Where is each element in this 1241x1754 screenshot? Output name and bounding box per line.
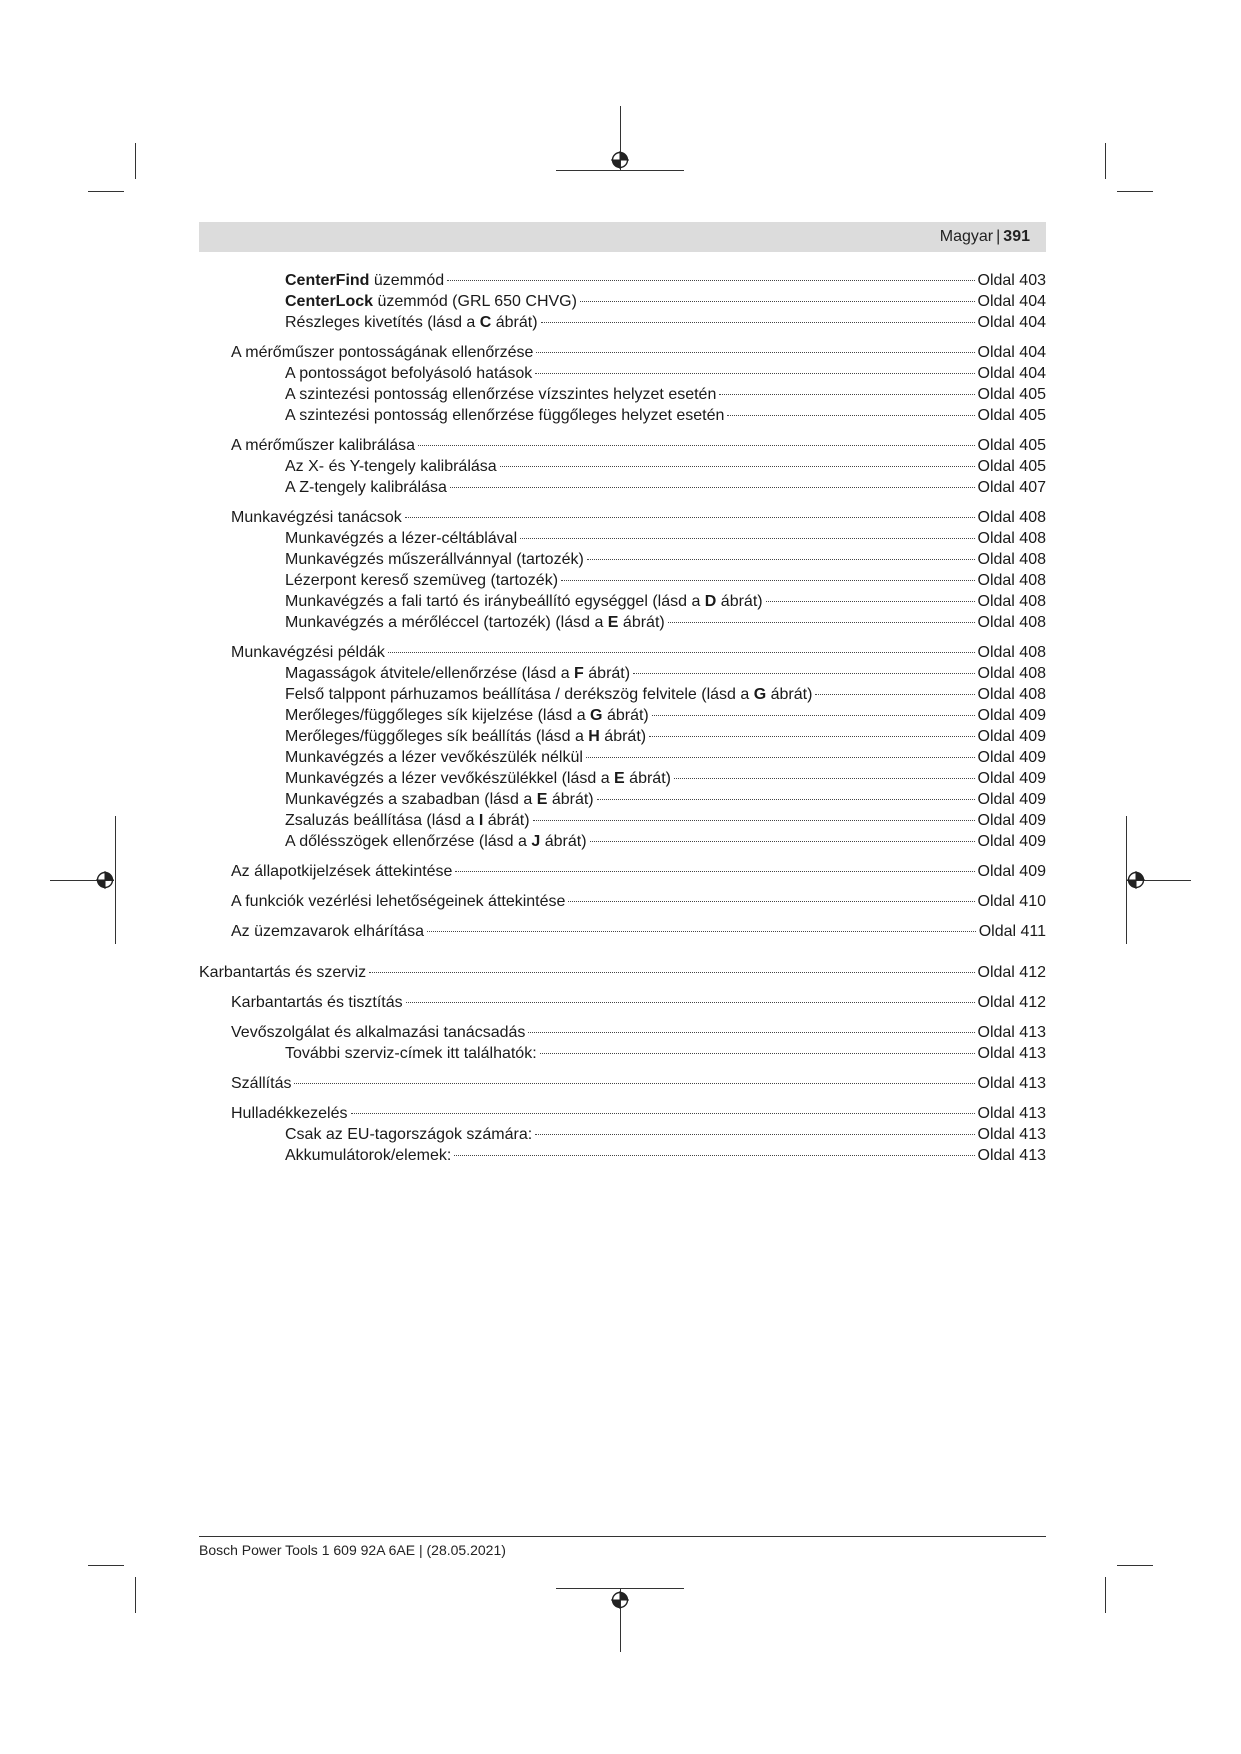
toc-entry[interactable]	[231, 642, 1046, 663]
toc-leader-dots	[652, 715, 975, 716]
toc-entry-page: Oldal 409	[977, 707, 1046, 724]
toc-entry-title-text: Karbantartás és tisztítás	[231, 994, 403, 1011]
toc-entry[interactable]	[285, 747, 1046, 768]
toc-leader-dots	[406, 1002, 975, 1003]
toc-entry[interactable]	[285, 549, 1046, 570]
toc-entry-title	[231, 1103, 348, 1124]
toc-entry-title-text: Munkavégzés a fali tartó és iránybeállító egységgel (lásd a	[285, 593, 705, 610]
registration-target-icon	[96, 871, 114, 889]
toc-leader-dots	[766, 601, 975, 602]
toc-entry-title-text: ábrát)	[618, 614, 665, 631]
toc-entry-title-text: üzemmód (GRL 650 CHVG)	[373, 293, 577, 310]
toc-entry-page: Oldal 404	[977, 314, 1046, 331]
toc-entry-page: Oldal 408	[977, 614, 1046, 631]
header-language: Magyar	[939, 228, 994, 245]
toc-entry-page: Oldal 403	[977, 272, 1046, 289]
toc-leader-dots	[649, 736, 974, 737]
toc-entry-title	[285, 747, 583, 768]
crop-mark	[88, 191, 124, 192]
toc-leader-dots	[454, 1155, 974, 1156]
toc-entry-page: Oldal 405	[977, 437, 1046, 454]
toc-entry-title	[231, 642, 385, 663]
crop-mark	[88, 1565, 124, 1566]
toc-entry[interactable]	[285, 789, 1046, 810]
toc-entry-title-text: A szintezési pontosság ellenőrzése függőleges helyzet esetén	[285, 407, 725, 424]
toc-entry-page: Oldal 408	[977, 551, 1046, 568]
toc-entry-title	[285, 291, 577, 312]
toc-leader-dots	[294, 1083, 974, 1084]
registration-line	[115, 816, 116, 944]
toc-entry-title	[285, 831, 587, 852]
page-number: 391	[1003, 228, 1030, 245]
toc-entry-title	[285, 612, 665, 633]
toc-entry[interactable]	[285, 405, 1046, 426]
toc-entry-title	[285, 528, 517, 549]
toc-entry[interactable]	[285, 528, 1046, 549]
toc-entry-title	[285, 810, 530, 831]
toc-entry[interactable]	[285, 663, 1046, 684]
toc-entry[interactable]	[285, 312, 1046, 333]
toc-entry-title-text: A mérőműszer pontosságának ellenőrzése	[231, 344, 534, 361]
toc-entry-title-text: Munkavégzés a mérőléccel (tartozék) (lásd a	[285, 614, 608, 631]
toc-leader-dots	[540, 1053, 975, 1054]
registration-target-icon	[611, 1591, 629, 1609]
toc-entry-title-text: Vevőszolgálat és alkalmazási tanácsadás	[231, 1024, 526, 1041]
toc-entry-page: Oldal 409	[977, 749, 1046, 766]
crop-mark	[1105, 143, 1106, 179]
toc-entry-page: Oldal 413	[977, 1147, 1046, 1164]
registration-target-icon	[611, 151, 629, 169]
toc-entry-title-text: Szállítás	[231, 1075, 292, 1092]
toc-entry-page: Oldal 405	[977, 386, 1046, 403]
crop-mark	[1117, 1565, 1153, 1566]
toc-entry-page: Oldal 409	[977, 863, 1046, 880]
footer-rule	[199, 1536, 1046, 1537]
toc-leader-dots	[586, 757, 975, 758]
toc-entry-page: Oldal 411	[978, 923, 1046, 940]
toc-leader-dots	[633, 673, 974, 674]
toc-entry-title	[199, 962, 366, 983]
toc-entry-title	[285, 312, 538, 333]
toc-entry-title	[285, 270, 444, 291]
toc-entry-title-text: Munkavégzés a lézer vevőkészülék nélkül	[285, 749, 583, 766]
toc-entry-title-text: Felső talppont párhuzamos beállítása / derékszög felvitele (lásd a	[285, 686, 754, 703]
toc-entry[interactable]	[285, 684, 1046, 705]
toc-entry[interactable]	[285, 1043, 1046, 1064]
toc-entry[interactable]	[285, 570, 1046, 591]
toc-entry-title	[285, 363, 532, 384]
toc-entry-title	[231, 435, 415, 456]
toc-entry-title-text: ábrát)	[599, 728, 647, 745]
toc-entry[interactable]	[285, 363, 1046, 384]
toc-entry-title-bold: G	[753, 686, 767, 703]
toc-entry-title	[231, 342, 533, 363]
toc-leader-dots	[674, 778, 975, 779]
page-header	[199, 222, 1046, 252]
toc-leader-dots	[668, 622, 975, 623]
toc-entry-page: Oldal 408	[977, 686, 1046, 703]
toc-entry-title-text: A Z-tengely kalibrálása	[285, 479, 447, 496]
toc-entry-title-text: üzemmód	[369, 272, 445, 289]
toc-entry[interactable]	[231, 435, 1046, 456]
toc-entry-title-text: A dőlésszögek ellenőrzése (lásd a	[285, 833, 532, 850]
toc-entry-title	[285, 768, 671, 789]
toc-entry-page: Oldal 413	[977, 1024, 1046, 1041]
toc-entry-page: Oldal 409	[977, 728, 1046, 745]
toc-entry-title-bold: E	[614, 770, 625, 787]
toc-entry-page: Oldal 409	[977, 770, 1046, 787]
toc-entry-title	[285, 705, 649, 726]
crop-mark	[135, 143, 136, 179]
registration-line	[556, 1588, 684, 1589]
toc-entry-title	[285, 591, 763, 612]
toc-entry-title-text: ábrát)	[602, 707, 649, 724]
toc-entry-title	[285, 726, 646, 747]
toc-entry[interactable]	[285, 591, 1046, 612]
toc-leader-dots	[520, 538, 974, 539]
toc-entry-page: Oldal 413	[977, 1126, 1046, 1143]
toc-entry-title-text: Hulladékkezelés	[231, 1105, 348, 1122]
toc-entry-title-text: Csak az EU-tagországok számára:	[285, 1126, 533, 1143]
toc-entry-title-text: Munkavégzés a lézer-céltáblával	[285, 530, 518, 547]
toc-entry-title-text: Merőleges/függőleges sík kijelzése (lásd a	[285, 707, 591, 724]
toc-entry-title	[231, 1022, 525, 1043]
toc-leader-dots	[727, 415, 974, 416]
toc-entry-title-text: Részleges kivetítés (lásd a	[285, 314, 480, 331]
toc-entry-title-bold: H	[588, 728, 600, 745]
toc-entry[interactable]	[231, 861, 1046, 882]
toc-leader-dots	[587, 559, 975, 560]
toc-leader-dots	[447, 280, 974, 281]
toc-entry-title-text: Merőleges/függőleges sík beállítás (lásd a	[285, 728, 589, 745]
toc-entry-title-text: ábrát)	[483, 812, 530, 829]
registration-line	[556, 170, 684, 171]
toc-entry[interactable]	[231, 921, 1046, 942]
toc-entry[interactable]	[285, 768, 1046, 789]
toc-leader-dots	[815, 694, 974, 695]
toc-entry[interactable]	[231, 1103, 1046, 1124]
crop-mark	[1105, 1577, 1106, 1613]
toc-entry-title	[285, 789, 594, 810]
toc-leader-dots	[535, 373, 974, 374]
toc-entry-page: Oldal 405	[977, 407, 1046, 424]
toc-leader-dots	[351, 1113, 975, 1114]
toc-entry-title-bold: E	[536, 791, 548, 808]
footer-text: Bosch Power Tools 1 609 92A 6AE | (28.05.2021)	[199, 1542, 506, 1558]
toc-entry[interactable]	[285, 726, 1046, 747]
toc-entry[interactable]	[231, 1073, 1046, 1094]
toc-entry-title	[231, 1073, 291, 1094]
header-text	[940, 222, 1030, 252]
toc-entry-title-bold: E	[607, 614, 619, 631]
toc-entry-title-text: ábrát)	[491, 314, 538, 331]
toc-entry-page: Oldal 407	[977, 479, 1046, 496]
toc-entry-page: Oldal 409	[977, 812, 1046, 829]
toc-entry-title-text: Az üzemzavarok elhárítása	[231, 923, 424, 940]
toc-entry-page: Oldal 412	[977, 994, 1046, 1011]
toc-entry-title-text: Munkavégzési tanácsok	[231, 509, 402, 526]
registration-target-icon	[1127, 871, 1145, 889]
toc-entry-title	[285, 1124, 532, 1145]
toc-entry[interactable]	[285, 270, 1046, 291]
toc-leader-dots	[418, 445, 974, 446]
toc-entry[interactable]	[231, 507, 1046, 528]
toc-entry-title-text: ábrát)	[583, 665, 631, 682]
toc-entry-title-text: Magasságok átvitele/ellenőrzése (lásd a	[285, 665, 575, 682]
toc-entry-page: Oldal 404	[977, 293, 1046, 310]
toc-entry[interactable]	[285, 810, 1046, 831]
toc-entry-title-text: ábrát)	[766, 686, 813, 703]
toc-entry-title-text: Karbantartás és szerviz	[199, 964, 367, 981]
toc-leader-dots	[450, 487, 975, 488]
toc-entry-title	[231, 861, 452, 882]
toc-entry[interactable]	[285, 831, 1046, 852]
toc-entry[interactable]	[231, 1022, 1046, 1043]
toc-entry-title	[285, 549, 584, 570]
toc-entry-page: Oldal 408	[977, 572, 1046, 589]
toc-leader-dots	[405, 517, 975, 518]
toc-entry-page: Oldal 409	[977, 791, 1046, 808]
toc-entry-page: Oldal 409	[977, 833, 1046, 850]
toc-entry-page: Oldal 408	[977, 665, 1046, 682]
header-separator: |	[996, 228, 1001, 245]
toc-entry-title-text: ábrát)	[716, 593, 763, 610]
toc-entry-title-bold: C	[479, 314, 492, 331]
toc-entry-page: Oldal 412	[977, 964, 1046, 981]
toc-entry-title	[285, 384, 716, 405]
toc-leader-dots	[455, 871, 974, 872]
toc-entry-title	[231, 992, 403, 1013]
toc-entry-title-text: Zsaluzás beállítása (lásd a	[285, 812, 479, 829]
toc-entry-title-text: Az X- és Y-tengely kalibrálása	[285, 458, 497, 475]
toc-entry[interactable]	[231, 992, 1046, 1013]
toc-entry-title-text: ábrát)	[540, 833, 587, 850]
toc-entry-page: Oldal 408	[977, 593, 1046, 610]
toc-entry-title	[231, 891, 565, 912]
toc-leader-dots	[561, 580, 974, 581]
toc-entry-title	[285, 456, 497, 477]
toc-entry-title	[285, 405, 724, 426]
toc-leader-dots	[590, 841, 975, 842]
crop-mark	[1117, 191, 1153, 192]
toc-entry-title-bold: D	[704, 593, 717, 610]
toc-entry-title-text: ábrát)	[547, 791, 594, 808]
toc-entry[interactable]	[285, 612, 1046, 633]
toc-entry-title-text: ábrát)	[624, 770, 671, 787]
toc-entry-page: Oldal 405	[977, 458, 1046, 475]
toc-leader-dots	[541, 322, 975, 323]
toc-entry-title-text: A funkciók vezérlési lehetőségeinek áttekintése	[231, 893, 566, 910]
toc-entry-title-bold: CenterFind	[285, 272, 370, 289]
toc-entry-title-bold: CenterLock	[285, 293, 374, 310]
toc-entry-title-text: Munkavégzés a lézer vevőkészülékkel (lásd a	[285, 770, 615, 787]
toc-leader-dots	[719, 394, 974, 395]
toc-leader-dots	[388, 652, 975, 653]
toc-entry-title	[285, 663, 630, 684]
toc-leader-dots	[528, 1032, 974, 1033]
toc-entry-title	[285, 684, 812, 705]
toc-entry-title-bold: G	[590, 707, 603, 724]
toc-entry-title	[231, 507, 402, 528]
toc-entry-title-text: A szintezési pontosság ellenőrzése vízszintes helyzet esetén	[285, 386, 717, 403]
toc-entry-page: Oldal 408	[977, 509, 1046, 526]
toc-entry-page: Oldal 413	[977, 1105, 1046, 1122]
toc-entry-title	[231, 921, 424, 942]
toc-entry-title-bold: J	[531, 833, 541, 850]
toc-entry-title-text: Lézerpont kereső szemüveg (tartozék)	[285, 572, 559, 589]
toc-entry-page: Oldal 404	[977, 365, 1046, 382]
toc-leader-dots	[369, 972, 974, 973]
toc-leader-dots	[568, 901, 974, 902]
toc-entry-title	[285, 570, 558, 591]
toc-entry-title-text: Munkavégzés műszerállvánnyal (tartozék)	[285, 551, 584, 568]
toc-entry-title-text: Munkavégzési példák	[231, 644, 385, 661]
toc-entry[interactable]	[285, 705, 1046, 726]
toc-leader-dots	[580, 301, 975, 302]
toc-entry[interactable]	[285, 477, 1046, 498]
toc-entry-page: Oldal 413	[977, 1075, 1046, 1092]
toc-entry-title	[285, 1145, 451, 1166]
toc-entry-title-text: A mérőműszer kalibrálása	[231, 437, 416, 454]
toc-entry-page: Oldal 408	[977, 530, 1046, 547]
toc-entry-title-text: Az állapotkijelzések áttekintése	[231, 863, 453, 880]
toc-entry-title-bold: I	[478, 812, 484, 829]
toc-entry[interactable]	[285, 1124, 1046, 1145]
toc-leader-dots	[427, 931, 976, 932]
toc-entry-page: Oldal 404	[977, 344, 1046, 361]
toc-entry-page: Oldal 408	[977, 644, 1046, 661]
toc-entry-title	[285, 1043, 537, 1064]
toc-entry[interactable]	[285, 456, 1046, 477]
toc-entry-page: Oldal 413	[977, 1045, 1046, 1062]
toc-entry-title-text: A pontosságot befolyásoló hatások	[285, 365, 533, 382]
toc-entry[interactable]	[231, 891, 1046, 912]
toc-entry[interactable]	[231, 342, 1046, 363]
toc-entry-title-bold: F	[574, 665, 584, 682]
crop-mark	[135, 1577, 136, 1613]
toc-entry-page: Oldal 410	[977, 893, 1046, 910]
toc-leader-dots	[536, 352, 974, 353]
toc-entry-title-text: További szerviz-címek itt találhatók:	[285, 1045, 537, 1062]
toc-entry[interactable]	[199, 962, 1046, 983]
toc-entry-title	[285, 477, 447, 498]
toc-entry[interactable]	[285, 384, 1046, 405]
toc-entry[interactable]	[285, 1145, 1046, 1166]
toc-entry-title-text: Munkavégzés a szabadban (lásd a	[285, 791, 537, 808]
toc-entry-title-text: Akkumulátorok/elemek:	[285, 1147, 452, 1164]
toc-leader-dots	[535, 1134, 974, 1135]
toc-leader-dots	[597, 799, 975, 800]
toc-leader-dots	[533, 820, 975, 821]
toc-entry[interactable]	[285, 291, 1046, 312]
toc-leader-dots	[500, 466, 975, 467]
